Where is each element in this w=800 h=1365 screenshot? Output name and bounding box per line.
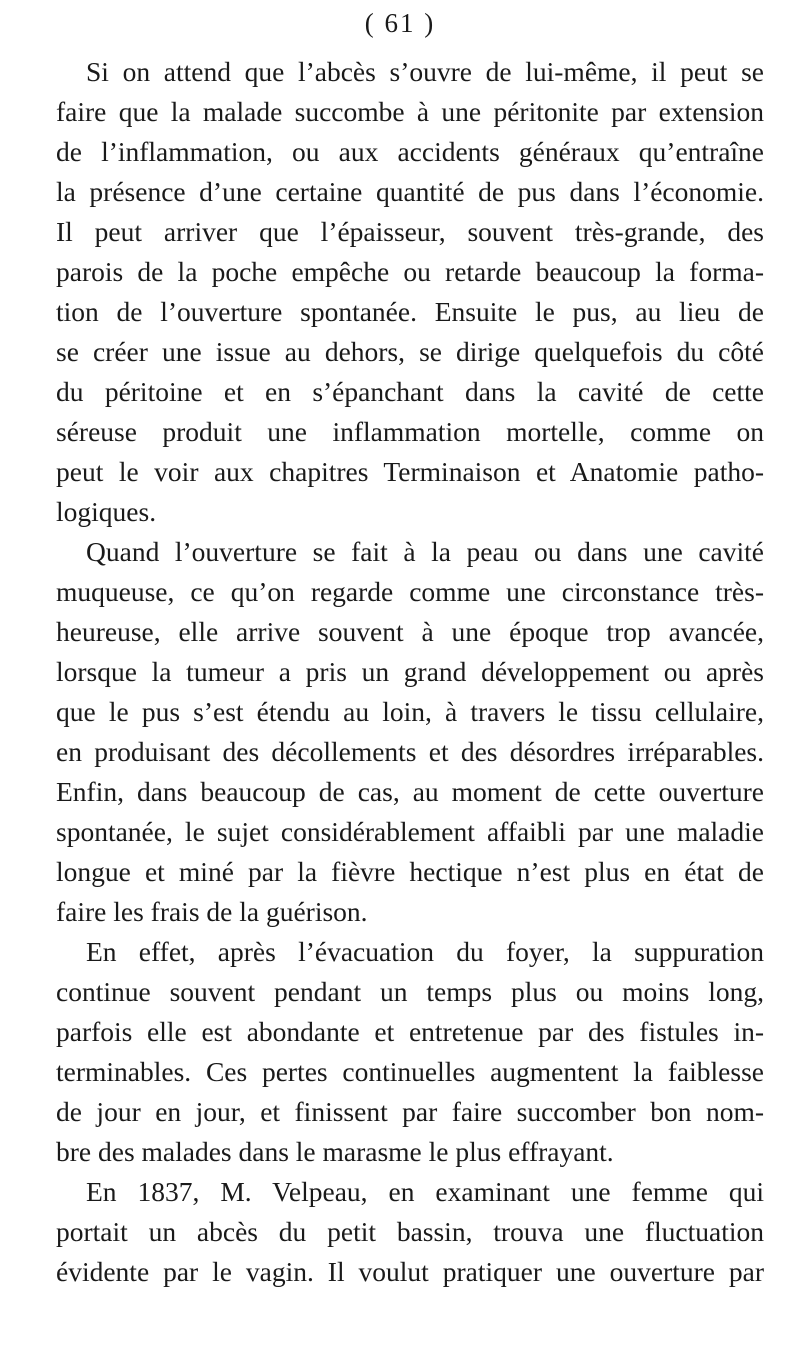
- text-line: du péritoine et en s’épanchant dans la cavité de cette: [56, 376, 764, 407]
- text-line: faire que la malade succombe à une péritonite par extension: [56, 96, 764, 127]
- text-line: heureuse, elle arrive souvent à une époque trop avancée,: [56, 616, 764, 647]
- text-line: muqueuse, ce qu’on regarde comme une circonstance très-: [56, 576, 764, 607]
- text-line: en produisant des décollements et des désordres irréparables.: [56, 736, 764, 767]
- text-line: parois de la poche empêche ou retarde beaucoup la forma-: [56, 256, 764, 287]
- text-line: Quand l’ouverture se fait à la peau ou dans une cavité: [86, 536, 764, 567]
- text-line: faire les frais de la guérison.: [56, 896, 368, 927]
- text-line: longue et miné par la fièvre hectique n’est plus en état de: [56, 856, 764, 887]
- text-line: la présence d’une certaine quantité de pus dans l’économie.: [56, 176, 764, 207]
- text-line: de jour en jour, et finissent par faire succomber bon nom-: [56, 1096, 764, 1127]
- text-line: se créer une issue au dehors, se dirige quelquefois du côté: [56, 336, 764, 367]
- text-line: bre des malades dans le marasme le plus effrayant.: [56, 1136, 614, 1167]
- text-line: portait un abcès du petit bassin, trouva une fluctuation: [56, 1216, 764, 1247]
- page-number: ( 61 ): [364, 8, 436, 38]
- text-line: séreuse produit une inflammation mortelle, comme on: [56, 416, 764, 447]
- text-line: que le pus s’est étendu au loin, à travers le tissu cellulaire,: [56, 696, 764, 727]
- text-line: continue souvent pendant un temps plus ou moins long,: [56, 976, 764, 1007]
- text-line: tion de l’ouverture spontanée. Ensuite le pus, au lieu de: [56, 296, 764, 327]
- text-line: Il peut arriver que l’épaisseur, souvent très-grande, des: [56, 216, 764, 247]
- text-line: En 1837, M. Velpeau, en examinant une femme qui: [86, 1176, 764, 1207]
- text-line: terminables. Ces pertes continuelles augmentent la faiblesse: [56, 1056, 764, 1087]
- text-line: logiques.: [56, 496, 157, 527]
- text-line: spontanée, le sujet considérablement affaibli par une maladie: [56, 816, 764, 847]
- text-line: Si on attend que l’abcès s’ouvre de lui-même, il peut se: [86, 56, 764, 87]
- text-line: évidente par le vagin. Il voulut pratiquer une ouverture par: [56, 1256, 764, 1287]
- text-line: lorsque la tumeur a pris un grand développement ou après: [56, 656, 764, 687]
- text-line: Enfin, dans beaucoup de cas, au moment de cette ouverture: [56, 776, 764, 807]
- text-line: de l’inflammation, ou aux accidents généraux qu’entraîne: [56, 136, 764, 167]
- text-line: En effet, après l’évacuation du foyer, la suppuration: [86, 936, 764, 967]
- text-line: parfois elle est abondante et entretenue par des fistules in-: [56, 1016, 764, 1047]
- text-line: peut le voir aux chapitres Terminaison et Anatomie patho-: [56, 456, 764, 487]
